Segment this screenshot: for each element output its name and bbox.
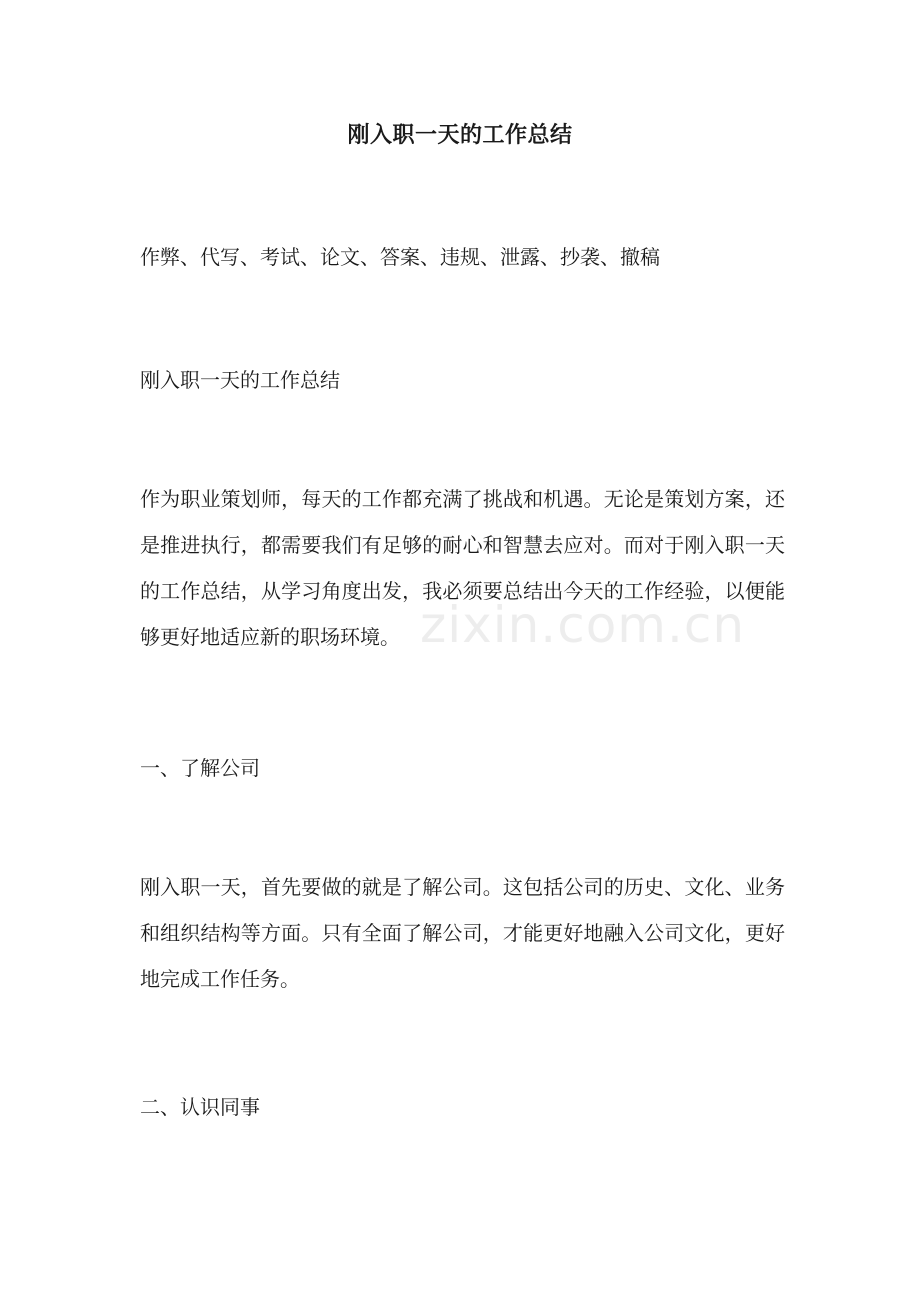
- section-body-1: 刚入职一天，首先要做的就是了解公司。这包括公司的历史、文化、业务和组织结构等方面。只有全面了解公司，才能更好地融入公司文化，更好地完成工作任务。: [140, 875, 785, 991]
- section-heading-1: 一、了解公司: [140, 756, 260, 780]
- intro-paragraph: 作为职业策划师，每天的工作都充满了挑战和机遇。无论是策划方案，还是推进执行，都需要我们有足够的耐心和智慧去应对。而对于刚入职一天的工作总结，从学习角度出发，我必须要总结出今天的工作经验，以便能够更好地适应新的职场环境。: [140, 487, 785, 649]
- watermark: zixin.com.cn: [420, 596, 746, 654]
- subtitle: 刚入职一天的工作总结: [140, 368, 340, 392]
- document-title: 刚入职一天的工作总结: [347, 122, 573, 148]
- section-heading-2: 二、认识同事: [140, 1095, 260, 1119]
- keywords-line: 作弊、代写、考试、论文、答案、违规、泄露、抄袭、撤稿: [140, 245, 660, 269]
